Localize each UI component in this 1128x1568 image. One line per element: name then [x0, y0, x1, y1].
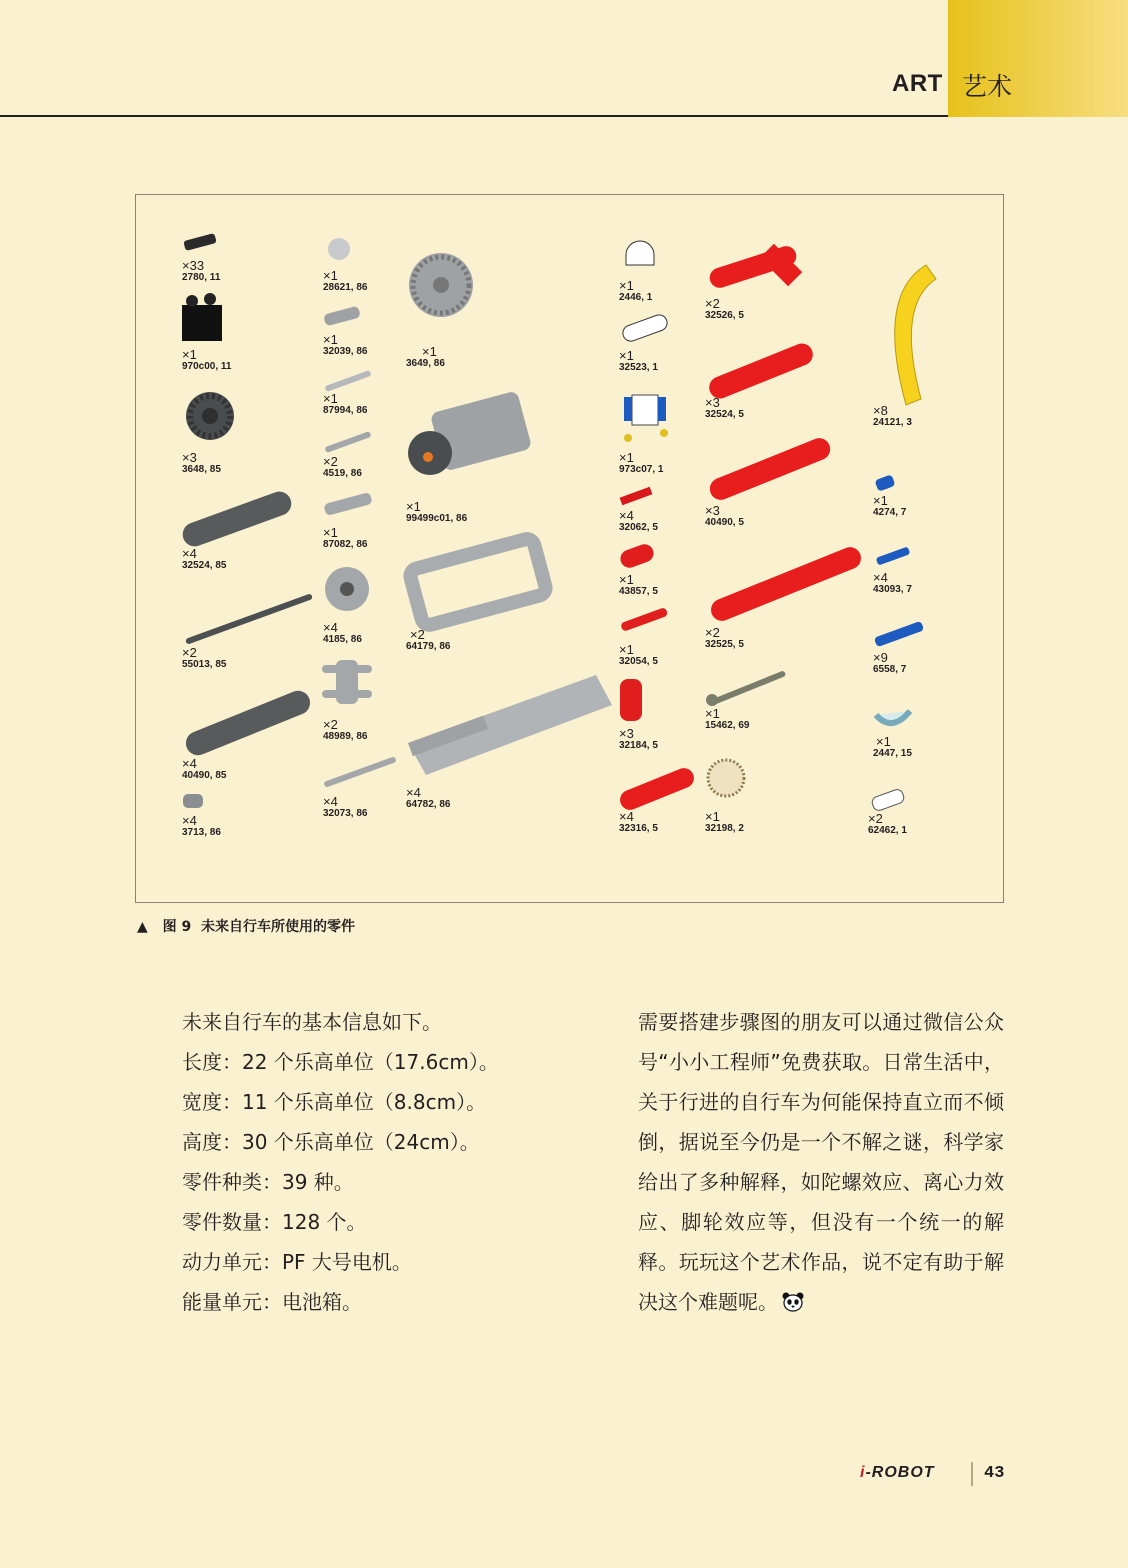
beam-3-white-icon — [621, 313, 670, 344]
part-label: ×1 99499c01, 86 — [406, 499, 468, 524]
visor-icon — [876, 711, 910, 723]
part-label: ×3 32524, 5 — [705, 395, 744, 420]
pin-long-red-icon — [620, 607, 668, 632]
page-number: 43 — [984, 1464, 1005, 1483]
part-label: ×1 32039, 86 — [323, 332, 368, 357]
figure-caption — [137, 916, 355, 936]
part-label: ×2 48989, 86 — [323, 717, 368, 742]
axle-pin-red-icon — [620, 487, 653, 505]
spec-intro: 未来自行车的基本信息如下。 — [182, 1010, 442, 1034]
spec-power: 动力单元：PF 大号电机。 — [182, 1250, 412, 1274]
part-label: ×3 40490, 5 — [705, 503, 744, 528]
part-label: ×1 15462, 69 — [705, 706, 750, 731]
pin-connector-icon — [323, 492, 372, 516]
part-label: ×2 32526, 5 — [705, 296, 744, 321]
beam-9-red-icon — [707, 435, 834, 503]
bush-icon — [183, 794, 203, 808]
part-label: ×3 32184, 5 — [619, 726, 658, 751]
gear-24-icon — [186, 392, 234, 440]
spec-width: 宽度：11 个乐高单位（8.8cm）。 — [182, 1090, 487, 1114]
bush-blue-icon — [874, 474, 895, 491]
header-rule — [0, 115, 948, 117]
section-label-en: ART — [892, 70, 943, 97]
connector-red-icon — [620, 679, 642, 721]
part-label: ×8 24121, 3 — [873, 403, 912, 428]
beam-5-red-icon — [617, 765, 697, 813]
beam-7-red-icon — [706, 340, 816, 402]
part-label: ×1 4274, 7 — [873, 493, 907, 518]
beam-13-red-icon — [708, 544, 865, 624]
part-label: ×1 87082, 86 — [323, 525, 368, 550]
part-label: ×1 973c07, 1 — [619, 450, 664, 475]
part-label: ×1 3649, 86 — [406, 344, 445, 369]
part-label: ×1 32198, 2 — [705, 809, 744, 834]
part-label: ×2 4519, 86 — [323, 454, 362, 479]
axle-stop-icon — [706, 670, 786, 706]
part-label: ×4 32073, 86 — [323, 794, 368, 819]
part-label: ×1 43857, 5 — [619, 572, 658, 597]
minifig-torso-icon — [624, 395, 668, 442]
beam-L-red-icon — [707, 244, 802, 291]
axle-connector-icon — [322, 660, 372, 704]
spec-energy: 能量单元：电池箱。 — [182, 1290, 362, 1314]
spec-height: 高度：30 个乐高单位（24cm）。 — [182, 1130, 480, 1154]
part-label: ×3 3648, 85 — [182, 450, 221, 475]
panel-icon — [408, 675, 612, 775]
gear-40-icon — [409, 253, 473, 317]
beam-2-red-icon — [618, 542, 656, 571]
spec-length: 长度：22 个乐高单位（17.6cm）。 — [182, 1050, 499, 1074]
pin-3l-blue-icon — [874, 621, 924, 647]
parts-illustrations — [136, 195, 1005, 904]
spec-list — [182, 1002, 562, 1322]
part-label: ×2 62462, 1 — [868, 811, 907, 836]
tube-white-icon — [871, 788, 906, 812]
part-label: ×2 64179, 86 — [406, 627, 451, 652]
part-label: ×4 40490, 85 — [182, 756, 227, 781]
part-label: ×2 55013, 85 — [182, 645, 227, 670]
triangle-marker-icon: ▲ — [137, 919, 148, 935]
part-label: ×4 43093, 7 — [873, 570, 912, 595]
connector-icon — [323, 306, 361, 327]
part-label: ×9 6558, 7 — [873, 650, 907, 675]
axle-short-icon — [324, 431, 371, 453]
head-icon — [328, 238, 350, 260]
part-label: ×4 32524, 85 — [182, 546, 227, 571]
part-label: ×1 2447, 15 — [873, 734, 912, 759]
figure-title: 未来自行车所使用的零件 — [201, 919, 356, 935]
part-label: ×1 2446, 1 — [619, 278, 653, 303]
part-label: ×2 32525, 5 — [705, 625, 744, 650]
part-label: ×1 87994, 86 — [323, 391, 368, 416]
part-label: ×33 2780, 11 — [182, 258, 221, 283]
magazine-logo: i-ROBOT — [860, 1464, 935, 1481]
helmet-icon — [626, 241, 654, 265]
parts-figure — [135, 194, 1004, 903]
spec-part-count: 零件数量：128 个。 — [182, 1210, 367, 1234]
axle-icon — [185, 593, 313, 644]
spec-part-types: 零件种类：39 种。 — [182, 1170, 354, 1194]
part-label: ×1 32054, 5 — [619, 642, 658, 667]
part-label: ×1 970c00, 11 — [182, 347, 232, 372]
part-label: ×4 32316, 5 — [619, 809, 658, 834]
part-label: ×1 32523, 1 — [619, 348, 658, 373]
section-label-cn: 艺术 — [962, 72, 1013, 101]
minifig-legs-icon — [182, 293, 222, 341]
panda-emoticon-icon — [782, 1292, 804, 1312]
part-label: ×4 32062, 5 — [619, 508, 658, 533]
paragraph-text: 需要搭建步骤图的朋友可以通过微信公众号“小小工程师”免费获取。日常生活中，关于行进的自行车为何能保持直立而不倾倒，据说至今仍是一个不解之谜，科学家给出了多种解释，如陀螺效应、离心力效应、脚轮效应等，但没有一个统一的解释。玩玩这个艺术作品，说不定有助于解决这个难题呢。 — [638, 1010, 1004, 1314]
axle-short-icon — [324, 370, 371, 392]
pin-blue-icon — [876, 546, 911, 565]
body-paragraph — [590, 1002, 1004, 1322]
part-label: ×4 3713, 86 — [182, 813, 221, 838]
part-label: ×4 4185, 86 — [323, 620, 362, 645]
clutch-gear-icon — [708, 760, 744, 796]
beam-9-icon — [182, 687, 313, 759]
frame-icon — [409, 537, 548, 626]
part-label: ×4 64782, 86 — [406, 785, 451, 810]
wheel-hub-icon — [325, 567, 369, 611]
motor-icon — [408, 390, 532, 475]
gear-rack-curved-icon — [895, 265, 936, 405]
figure-number: 图 9 — [162, 919, 192, 935]
part-label: ×1 28621, 86 — [323, 268, 368, 293]
axle-icon — [323, 756, 396, 788]
beam-7-icon — [179, 488, 294, 550]
footer-divider — [971, 1462, 973, 1486]
pin-icon — [183, 233, 216, 251]
